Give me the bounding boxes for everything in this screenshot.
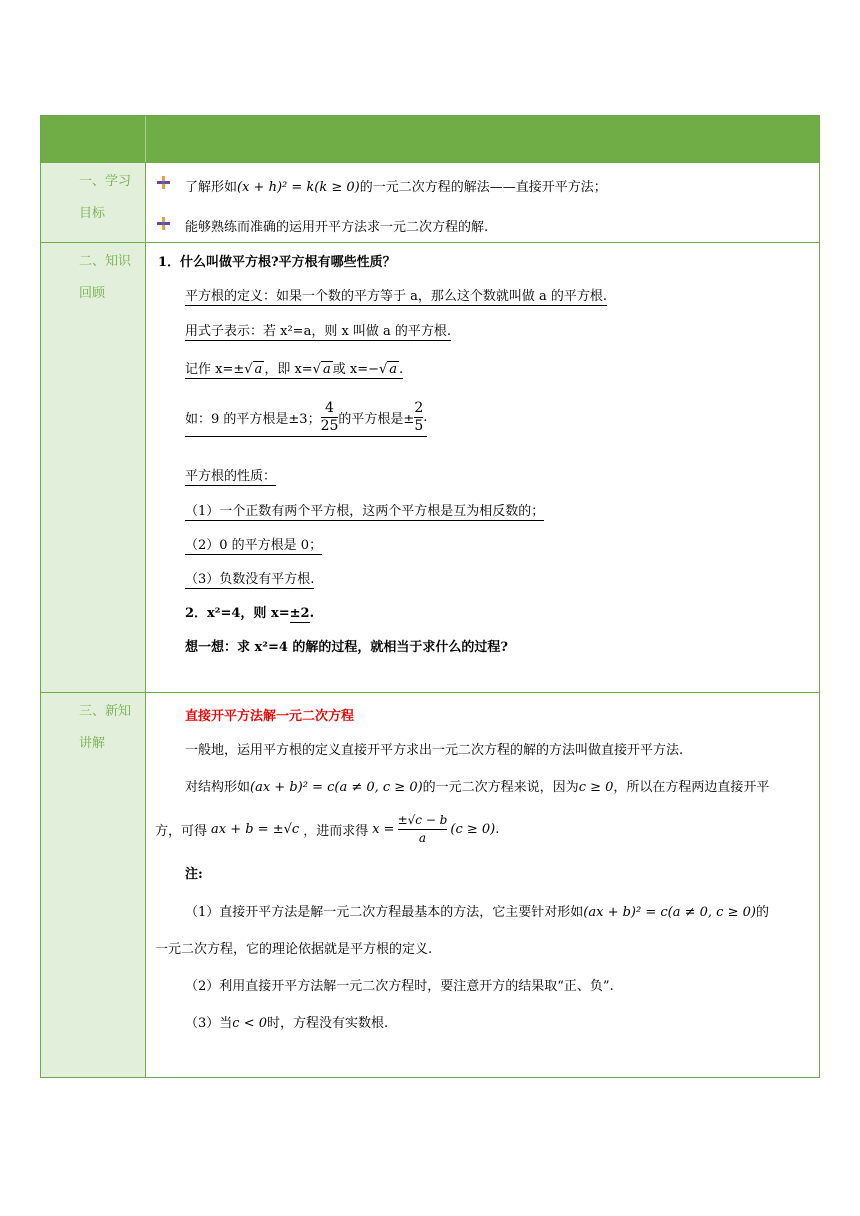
- section-label-review: 二、知识 回顾: [79, 254, 132, 301]
- definition-line: 平方根的定义：如果一个数的平方等于 a，那么这个数就叫做 a 的平方根.: [185, 289, 608, 304]
- property-title: 平方根的性质：: [185, 469, 277, 484]
- goal-1-formula: (x + h)² = k(k ≥ 0): [237, 180, 360, 195]
- note-2: （2）利用直接开平方法解一元二次方程时，要注意开方的结果取“正、负”.: [185, 979, 614, 994]
- note-1-continued: 一元二次方程，它的理论依据就是平方根的定义.: [155, 942, 433, 957]
- new-paragraph-1: 一般地，运用平方根的定义直接开平方求出一元二次方程的解的方法叫做直接开平方法.: [185, 743, 684, 758]
- note-3: （3）当c < 0时，方程没有实数根.: [185, 1016, 389, 1031]
- row-divider: [41, 242, 819, 243]
- row-divider: [41, 692, 819, 693]
- property-1: （1）一个正数有两个平方根，这两个平方根是互为相反数的；: [185, 504, 545, 519]
- note-1: （1）直接开平方法是解一元二次方程最基本的方法，它主要针对形如(ax + b)² = c(a ≠ 0, c ≥ 0)的: [185, 905, 769, 920]
- note-title: 注:: [185, 867, 203, 882]
- property-3: （3）负数没有平方根.: [185, 572, 315, 587]
- goal-1: 了解形如(x + h)² = k(k ≥ 0)的一元二次方程的解法——直接开平方法；: [185, 180, 607, 195]
- row-divider: [41, 162, 819, 163]
- example-line: 如：9 的平方根是±3； $\frac{4}{25}$ 的平方根是± $\frac{2}{5}$ .: [185, 400, 427, 437]
- review-question-1: 1．什么叫做平方根?平方根有哪些性质？: [158, 255, 396, 270]
- goal-2: 能够熟练而准确的运用开平方法求一元二次方程的解.: [185, 220, 489, 235]
- think-prompt: 想一想：求 x²=4 的解的过程，就相当于求什么的过程?: [185, 640, 509, 655]
- expression-line: 用式子表示：若 x²=a，则 x 叫做 a 的平方根.: [185, 324, 452, 339]
- review-question-2: 2．x²=4，则 x=±2.: [185, 606, 315, 621]
- new-paragraph-3: 方，可得 ax + b = ±√c ，进而求得 x = $\frac{\pm√c - b}{a}$ (c ≥ 0) .: [155, 813, 500, 845]
- fraction-4-25: $\frac{4}{25}$: [320, 400, 339, 434]
- notation-line: 记作 x=±√ a ，即 x=√ a 或 x=−√ a .: [185, 362, 404, 377]
- table-header-bar: [41, 116, 819, 162]
- section-label-goals: 一、学习 目标: [79, 174, 132, 221]
- lesson-table: [40, 115, 820, 1078]
- fraction-2-5: $\frac{2}{5}$: [414, 400, 424, 434]
- property-2: （2）0 的平方根是 0；: [185, 538, 323, 553]
- new-paragraph-2: 对结构形如(ax + b)² = c(a ≠ 0, c ≥ 0)的一元二次方程来说，因为c ≥ 0，所以在方程两边直接开平: [185, 780, 770, 795]
- book-bullet-icon: [157, 176, 170, 189]
- book-bullet-icon: [157, 217, 170, 230]
- section-label-new: 三、新知 讲解: [79, 704, 132, 751]
- column-divider: [145, 162, 146, 1077]
- new-section-title: 直接开平方法解一元二次方程: [185, 709, 355, 724]
- solution-fraction: $\frac{\pm√c - b}{a}$: [397, 813, 448, 845]
